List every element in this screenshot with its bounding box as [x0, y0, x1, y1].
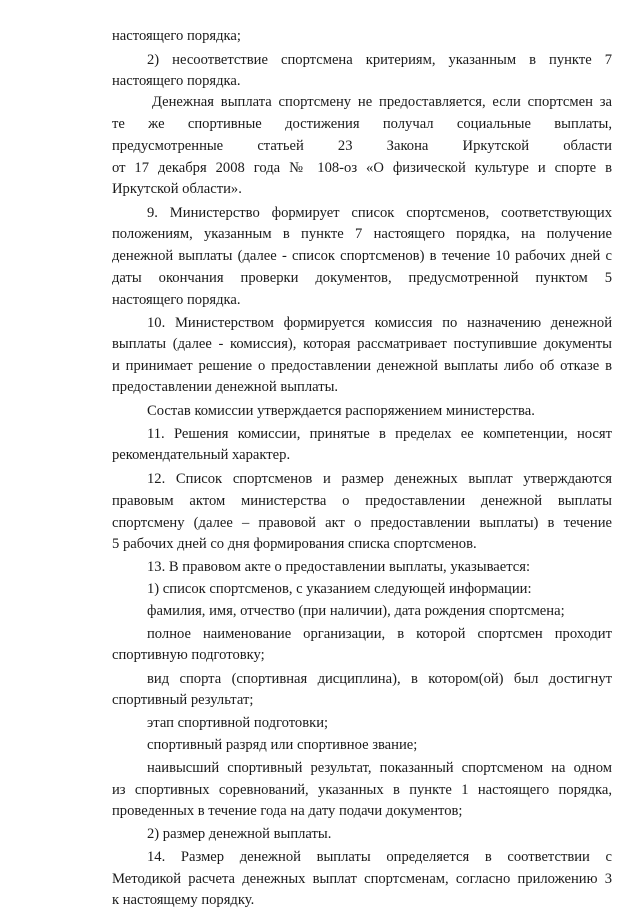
text-line: 13. В правовом акте о предоставлении выплаты, указывается:: [147, 559, 531, 575]
text-line: правовым актом министерства о предоставлении денежной выплаты: [112, 493, 612, 509]
text-line: спортсмену (далее – правовой акт о предоставлении выплаты) в течение: [112, 515, 612, 531]
text-line: от 17 декабря 2008 года № 108-оз «О физической культуре и спорте в: [112, 160, 612, 176]
text-line: 9. Министерство формирует список спортсменов, соответствующих: [147, 205, 612, 221]
text-line: те же спортивные достижения получал социальные выплаты,: [112, 116, 612, 132]
text-line: положениям, указанным в пункте 7 настоящего порядка, на получение: [112, 226, 612, 242]
text-line: рекомендательный характер.: [112, 447, 291, 463]
text-line: даты окончания проверки документов, предусмотренной пунктом 5: [112, 270, 612, 286]
text-line: спортивный разряд или спортивное звание;: [147, 737, 418, 753]
text-line: Состав комиссии утверждается распоряжением министерства.: [147, 403, 535, 419]
text-line: вид спорта (спортивная дисциплина), в котором(ой) был достигнут: [147, 671, 612, 687]
text-line: настоящего порядка;: [112, 28, 241, 44]
text-line: спортивный результат;: [112, 692, 254, 708]
text-line: спортивную подготовку;: [112, 647, 265, 663]
text-line: проведенных в течение года на дату подачи документов;: [112, 803, 463, 819]
text-line: 11. Решения комиссии, принятые в пределах ее компетенции, носят: [147, 426, 612, 442]
text-line: предоставлении денежной выплаты.: [112, 379, 339, 395]
text-line: 2) размер денежной выплаты.: [147, 826, 332, 842]
text-line: предусмотренные статьей 23 Закона Иркутской области: [112, 138, 612, 154]
text-line: 10. Министерством формируется комиссия по назначению денежной: [147, 315, 612, 331]
text-line: 2) несоответствие спортсмена критериям, указанным в пункте 7: [147, 52, 612, 68]
text-line: к настоящему порядку.: [112, 892, 255, 908]
text-line: и принимает решение о предоставлении денежной выплаты либо об отказе в: [112, 358, 612, 374]
text-line: Методикой расчета денежных выплат спортсменам, согласно приложению 3: [112, 871, 612, 887]
text-line: 5 рабочих дней со дня формирования списка спортсменов.: [112, 536, 477, 552]
text-line: наивысший спортивный результат, показанный спортсменом на одном: [147, 760, 612, 776]
text-line: Денежная выплата спортсмену не предоставляется, если спортсмен за: [152, 94, 612, 110]
text-line: 12. Список спортсменов и размер денежных выплат утверждаются: [147, 471, 612, 487]
text-line: этап спортивной подготовки;: [147, 715, 329, 731]
text-line: выплаты (далее - комиссия), которая рассматривает поступившие документы: [112, 336, 612, 352]
text-line: из спортивных соревнований, указанных в пункте 1 настоящего порядка,: [112, 782, 612, 798]
text-line: настоящего порядка.: [112, 292, 241, 308]
text-line: Иркутской области».: [112, 181, 242, 197]
text-line: денежной выплаты (далее - список спортсменов) в течение 10 рабочих дней с: [112, 248, 612, 264]
text-line: 14. Размер денежной выплаты определяется в соответствии с: [147, 849, 612, 865]
text-line: настоящего порядка.: [112, 73, 241, 89]
text-line: фамилия, имя, отчество (при наличии), дата рождения спортсмена;: [147, 603, 565, 619]
text-line: полное наименование организации, в которой спортсмен проходит: [147, 626, 612, 642]
text-line: 1) список спортсменов, с указанием следующей информации:: [147, 581, 532, 597]
